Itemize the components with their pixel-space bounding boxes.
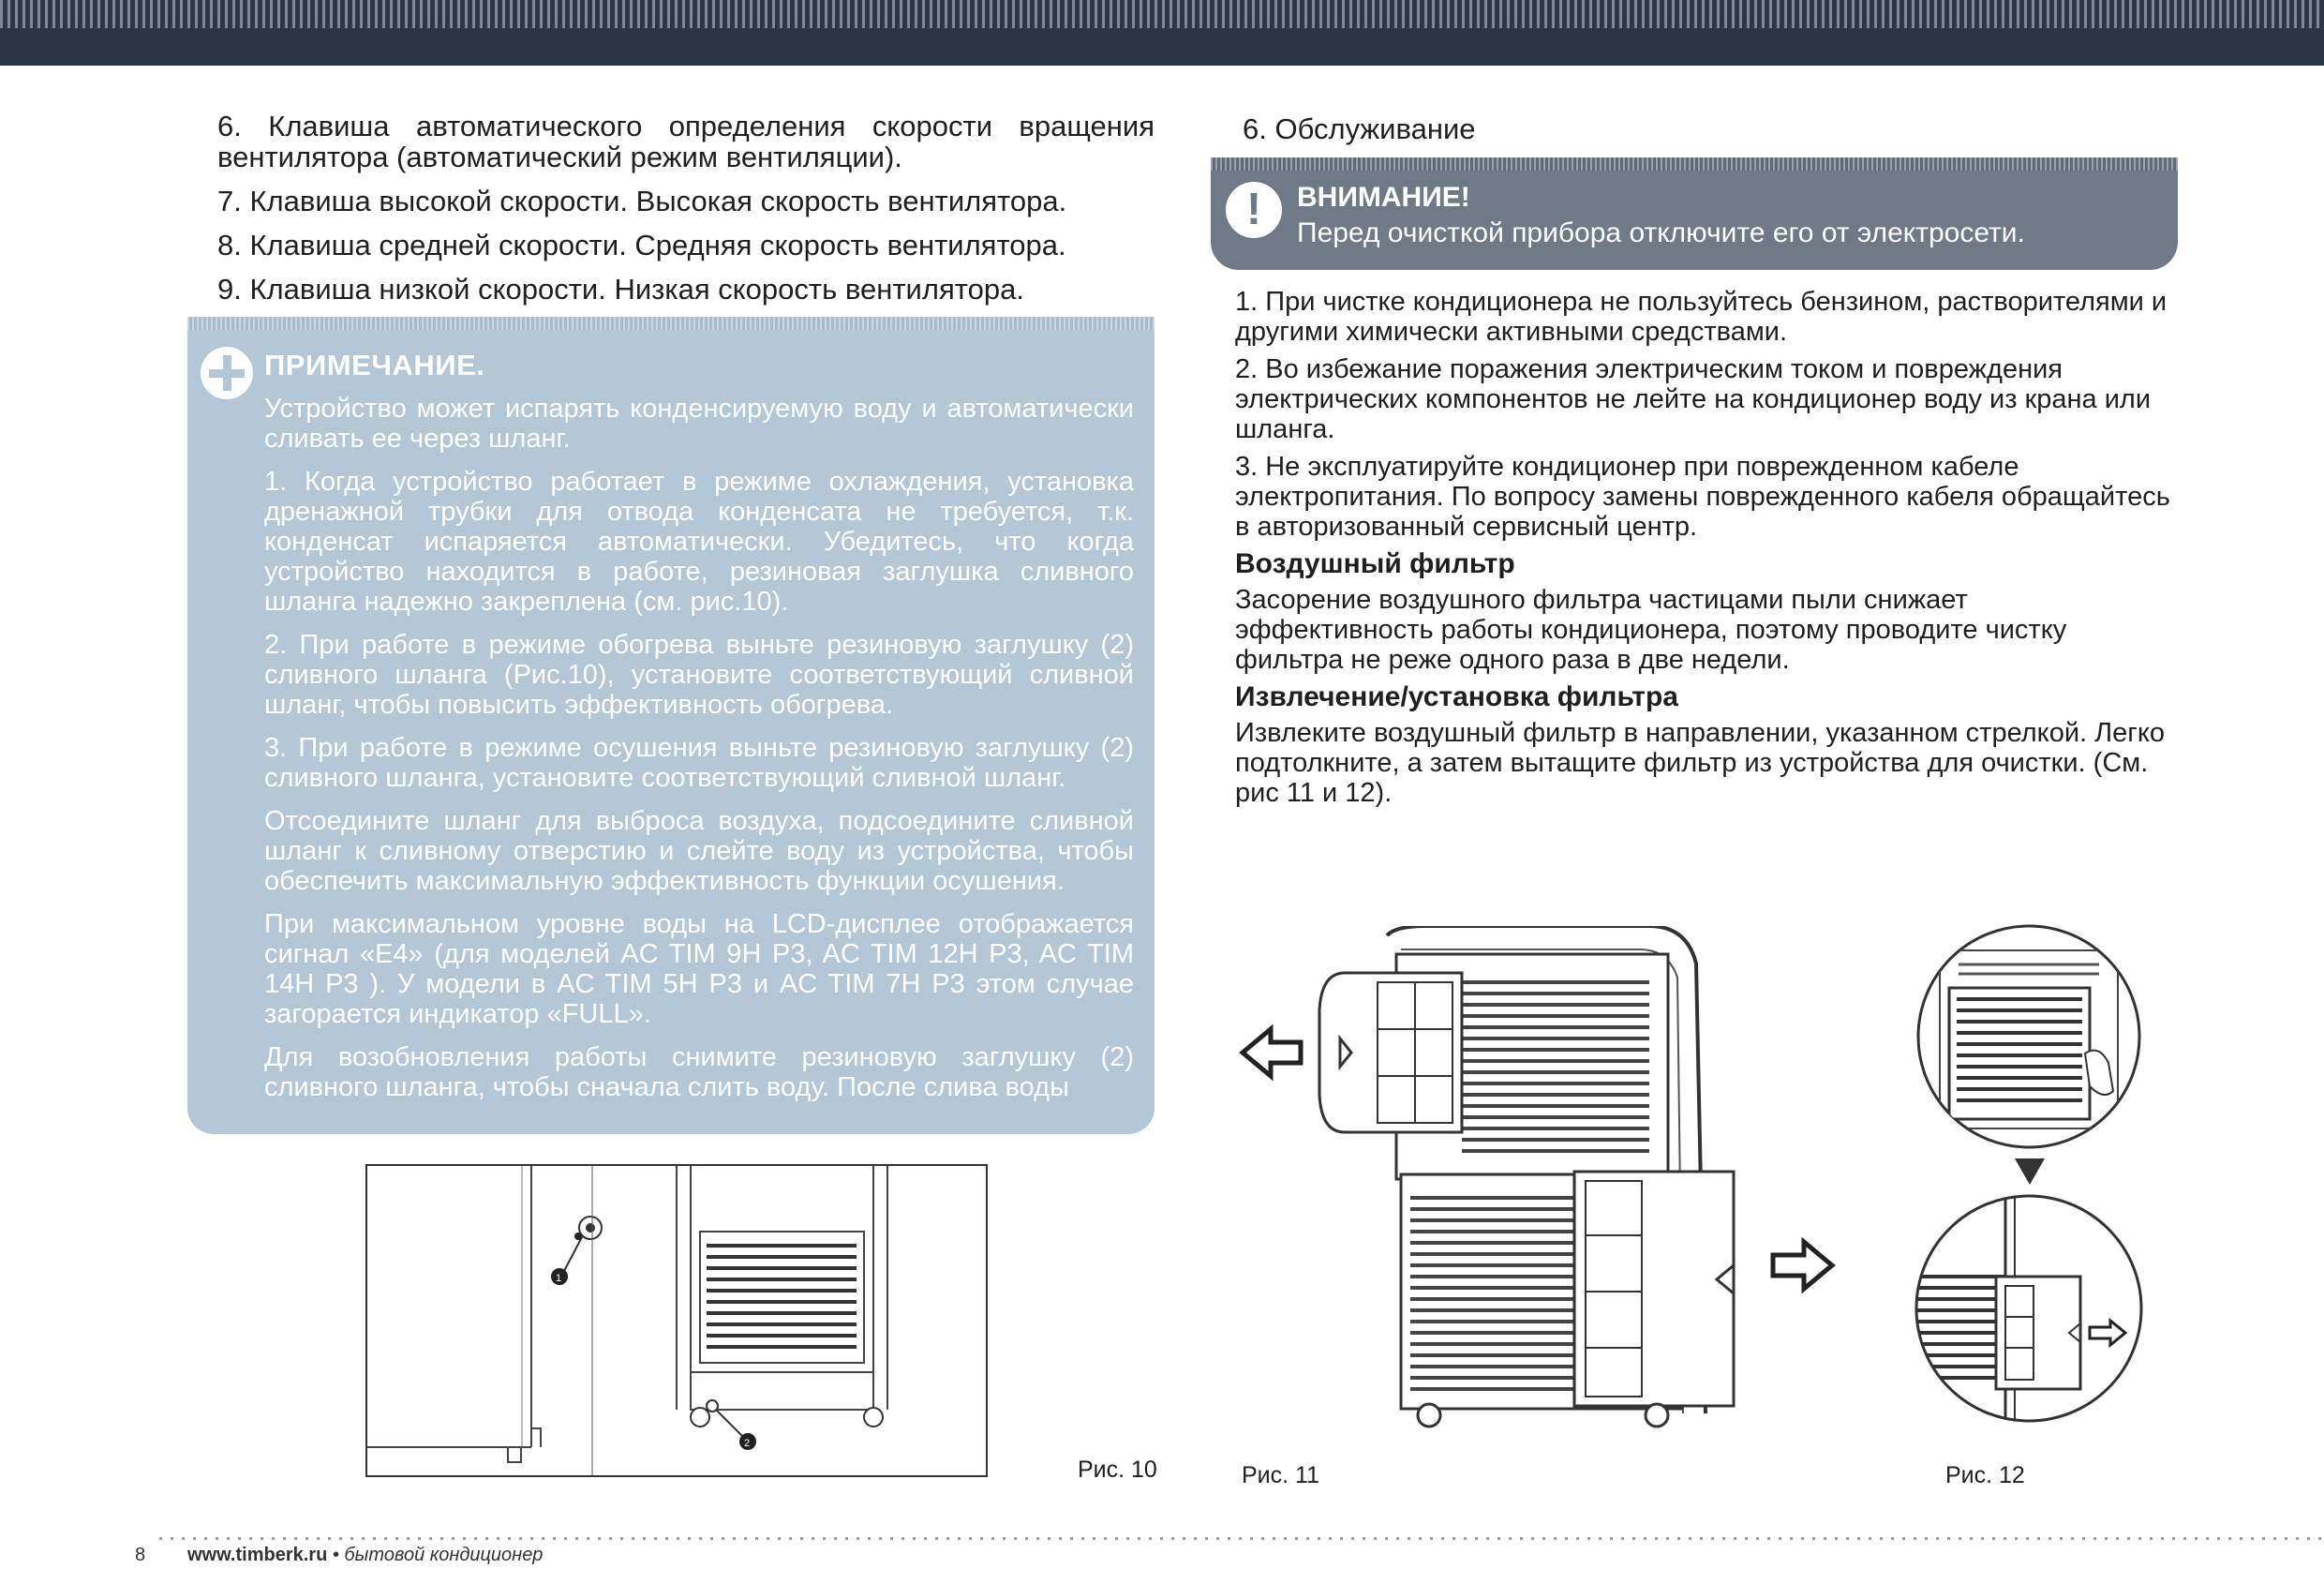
exclamation-icon: !: [1226, 182, 1282, 238]
note-paragraph: Для возобновления работы снимите резиновую заглушку (2) сливного шланга, чтобы сначала слить воду. После слива воды: [264, 1042, 1134, 1102]
figure-12-bottom: [1912, 1192, 2146, 1425]
list-item: 7. Клавиша высокой скорости. Высокая скорость вентилятора.: [217, 185, 1067, 217]
list-item: 9. Клавиша низкой скорости. Низкая скорость вентилятора.: [217, 273, 1024, 306]
warning-text: Перед очисткой прибора отключите его от электросети.: [1297, 217, 2025, 248]
maintenance-text: [1235, 287, 2172, 815]
filter-text: Засорение воздушного фильтра частицами пыли снижает эффективность работы кондиционера, поэтому проводите чистку фильтра не реже одного раза в две недели.: [1235, 585, 2067, 675]
note-body: [264, 394, 1134, 1115]
figure-10: [365, 1164, 988, 1477]
figure-12-top-illustration: [1912, 922, 2146, 1151]
note-paragraph: 3. При работе в режиме осушения выньте резиновую заглушку (2) сливного шланга, установите соответствующий сливной шланг.: [264, 733, 1134, 793]
plus-icon: [201, 347, 253, 399]
maintenance-paragraph: 2. Во избежание поражения электрическим током и повреждения электрических компонентов не лейте на кондиционер воду из крана или шланга.: [1235, 354, 2152, 444]
maintenance-paragraph: 1. При чистке кондиционера не пользуйтесь бензином, растворителями и другими химически активными средствами.: [1235, 287, 2168, 347]
footer-section: бытовой кондиционер: [344, 1545, 544, 1565]
removal-text: Извлеките воздушный фильтр в направлении, указанном стрелкой. Легко подтолкните, а затем вытащите фильтр из устройства для очистки. (См. рис 11 и 12).: [1235, 718, 2166, 808]
header-bar-pattern: [0, 0, 2324, 28]
note-paragraph: Отсоедините шланг для выброса воздуха, подсоедините сливной шланг к сливному отверстию и слейте воду из устройства, чтобы обеспечить максимальную эффективность функции осушения.: [264, 806, 1134, 896]
note-paragraph: Устройство может испарять конденсируемую воду и автоматически сливать ее через шланг.: [264, 394, 1134, 454]
note-paragraph: 2. При работе в режиме обогрева выньте резиновую заглушку (2) сливного шланга (Рис.10), установите соответствующий сливной шланг, чтобы повысить эффективность обогрева.: [264, 630, 1134, 720]
header-bar: [0, 0, 2324, 66]
footer-site: www.timberk.ru: [187, 1545, 328, 1565]
warning-box: [1211, 157, 2178, 270]
figure-12-caption: Рис. 12: [1945, 1462, 2025, 1488]
figure-12-top: [1912, 922, 2146, 1151]
footer-divider: [159, 1537, 2324, 1540]
figure-10-illustration: [367, 1166, 986, 1475]
svg-text:1: 1: [556, 1273, 562, 1284]
svg-text:2: 2: [744, 1438, 751, 1449]
warning-title: ВНИМАНИЕ!: [1297, 182, 1470, 213]
left-list: [217, 111, 1155, 318]
figure-12-bottom-illustration: [1912, 1192, 2146, 1425]
removal-heading: Извлечение/установка фильтра: [1235, 681, 1678, 712]
note-title: ПРИМЕЧАНИЕ.: [264, 349, 485, 381]
footer-text: [187, 1545, 543, 1566]
footer-separator: •: [327, 1545, 345, 1565]
list-item: 8. Клавиша средней скорости. Средняя скорость вентилятора.: [217, 229, 1066, 262]
figure-11: [1237, 926, 1837, 1432]
note-paragraph: 1. Когда устройство работает в режиме охлаждения, установка дренажной трубки для отвода конденсата не требуется, т.к. конденсат испаряется автоматически. Убедитесь, что когда устройство находится в работе, резиновая заглушка сливного шланга надежно закреплена (см. рис.10).: [264, 467, 1134, 617]
note-paragraph: При максимальном уровне воды на LCD-дисплее отображается сигнал «E4» (для моделей AC TIM 9H P3, AC TIM 12H P3, AC TIM 14H P3 ). У модели в AC TIM 5H P3 и AC TIM 7H P3 этом случае загорается индикатор «FULL».: [264, 909, 1134, 1029]
note-box: [187, 317, 1155, 1134]
maintenance-paragraph: 3. Не эксплуатируйте кондиционер при поврежденном кабеле электропитания. По вопросу замены поврежденного кабеля обращайтесь в авторизованный сервисный центр.: [1235, 452, 2170, 542]
filter-heading: Воздушный фильтр: [1235, 548, 1515, 579]
figure-10-caption: Рис. 10: [1078, 1457, 1157, 1483]
page-number: 8: [135, 1545, 146, 1565]
note-hatch: [187, 317, 1155, 330]
list-item: 6. Клавиша автоматического определения скорости вращения вентилятора (автоматический режим вентиляции).: [217, 110, 1155, 173]
figure-11-caption: Рис. 11: [1242, 1462, 1319, 1488]
arrow-down-icon: [2015, 1158, 2045, 1185]
warning-hatch: [1211, 157, 2178, 171]
section-title: 6. Обслуживание: [1243, 112, 1476, 145]
figure-11-illustration: [1237, 926, 1837, 1432]
